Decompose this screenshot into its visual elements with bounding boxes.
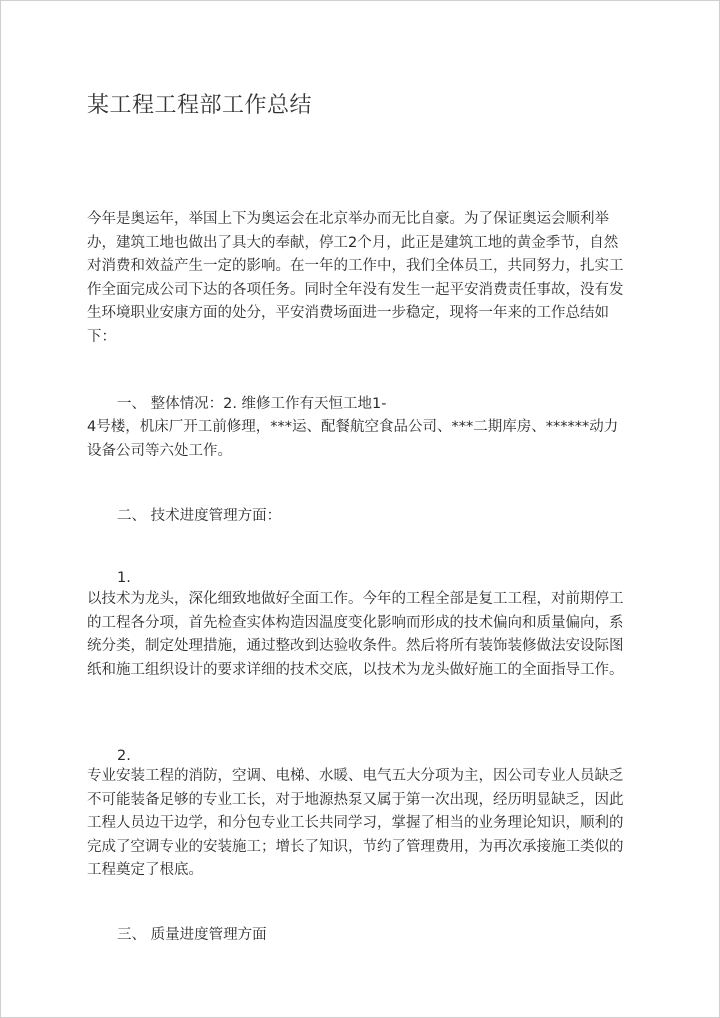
section2-item2-text: 专业安装工程的消防，空调、电梯、水暖、电气五大分项为主，因公司专业人员缺乏不可能装备足够的专业工长，对于地源热泵又属于第一次出现，经历明显缺乏，因此工程人员边干边学，和分包专业工长共同学习，掌握了相当的业务理论知识，顺利的完成了空调专业的安装施工；增长了知识，节约了管理费用，为再次承接施工类似的工程奠定了根底。 <box>87 768 624 878</box>
intro-paragraph: 今年是奥运年，举国上下为奥运会在北京举办而无比自豪。为了保证奥运会顺利举办，建筑工地也做出了具大的奉献，停工2个月，此正是建筑工地的黄金季节，自然对消费和效益产生一定的影响。在一年的工作中，我们全体员工，共同努力，扎实工作全面完成公司下达的各项任务。同时全年没有发生一起平安消费责任事故，没有发生环境职业安康方面的处分，平安消费场面进一步稳定，现将一年来的工作总结如下： <box>87 211 624 345</box>
document-title: 某工程工程部工作总结 <box>87 93 313 118</box>
section1-body: 4号楼，机床厂开工前修理，***运、配餐航空食品公司、***二期库房、******动力设备公司等六处工作。 <box>87 419 619 459</box>
section2-item1-number: 1. <box>117 570 131 586</box>
section2-heading: 二、 技术进度管理方面： <box>117 508 282 524</box>
section2-item1-text: 以技术为龙头，深化细致地做好全面工作。今年的工程全部是复工工程，对前期停工的工程各分项，首先检查实体构造因温度变化影响而形成的技术偏向和质量偏向，系统分类，制定处理措施，通过整改到达验收条件。然后将所有装饰装修做法安设际图纸和施工组织设计的要求详细的技术交底，以技术为龙头做好施工的全面指导工作。 <box>87 591 624 678</box>
section2-item2-number: 2. <box>117 748 131 764</box>
section1-heading: 一、 整体情况：2. 维修工作有天恒工地1- <box>117 396 387 412</box>
section3-heading: 三、 质量进度管理方面 <box>117 927 267 943</box>
